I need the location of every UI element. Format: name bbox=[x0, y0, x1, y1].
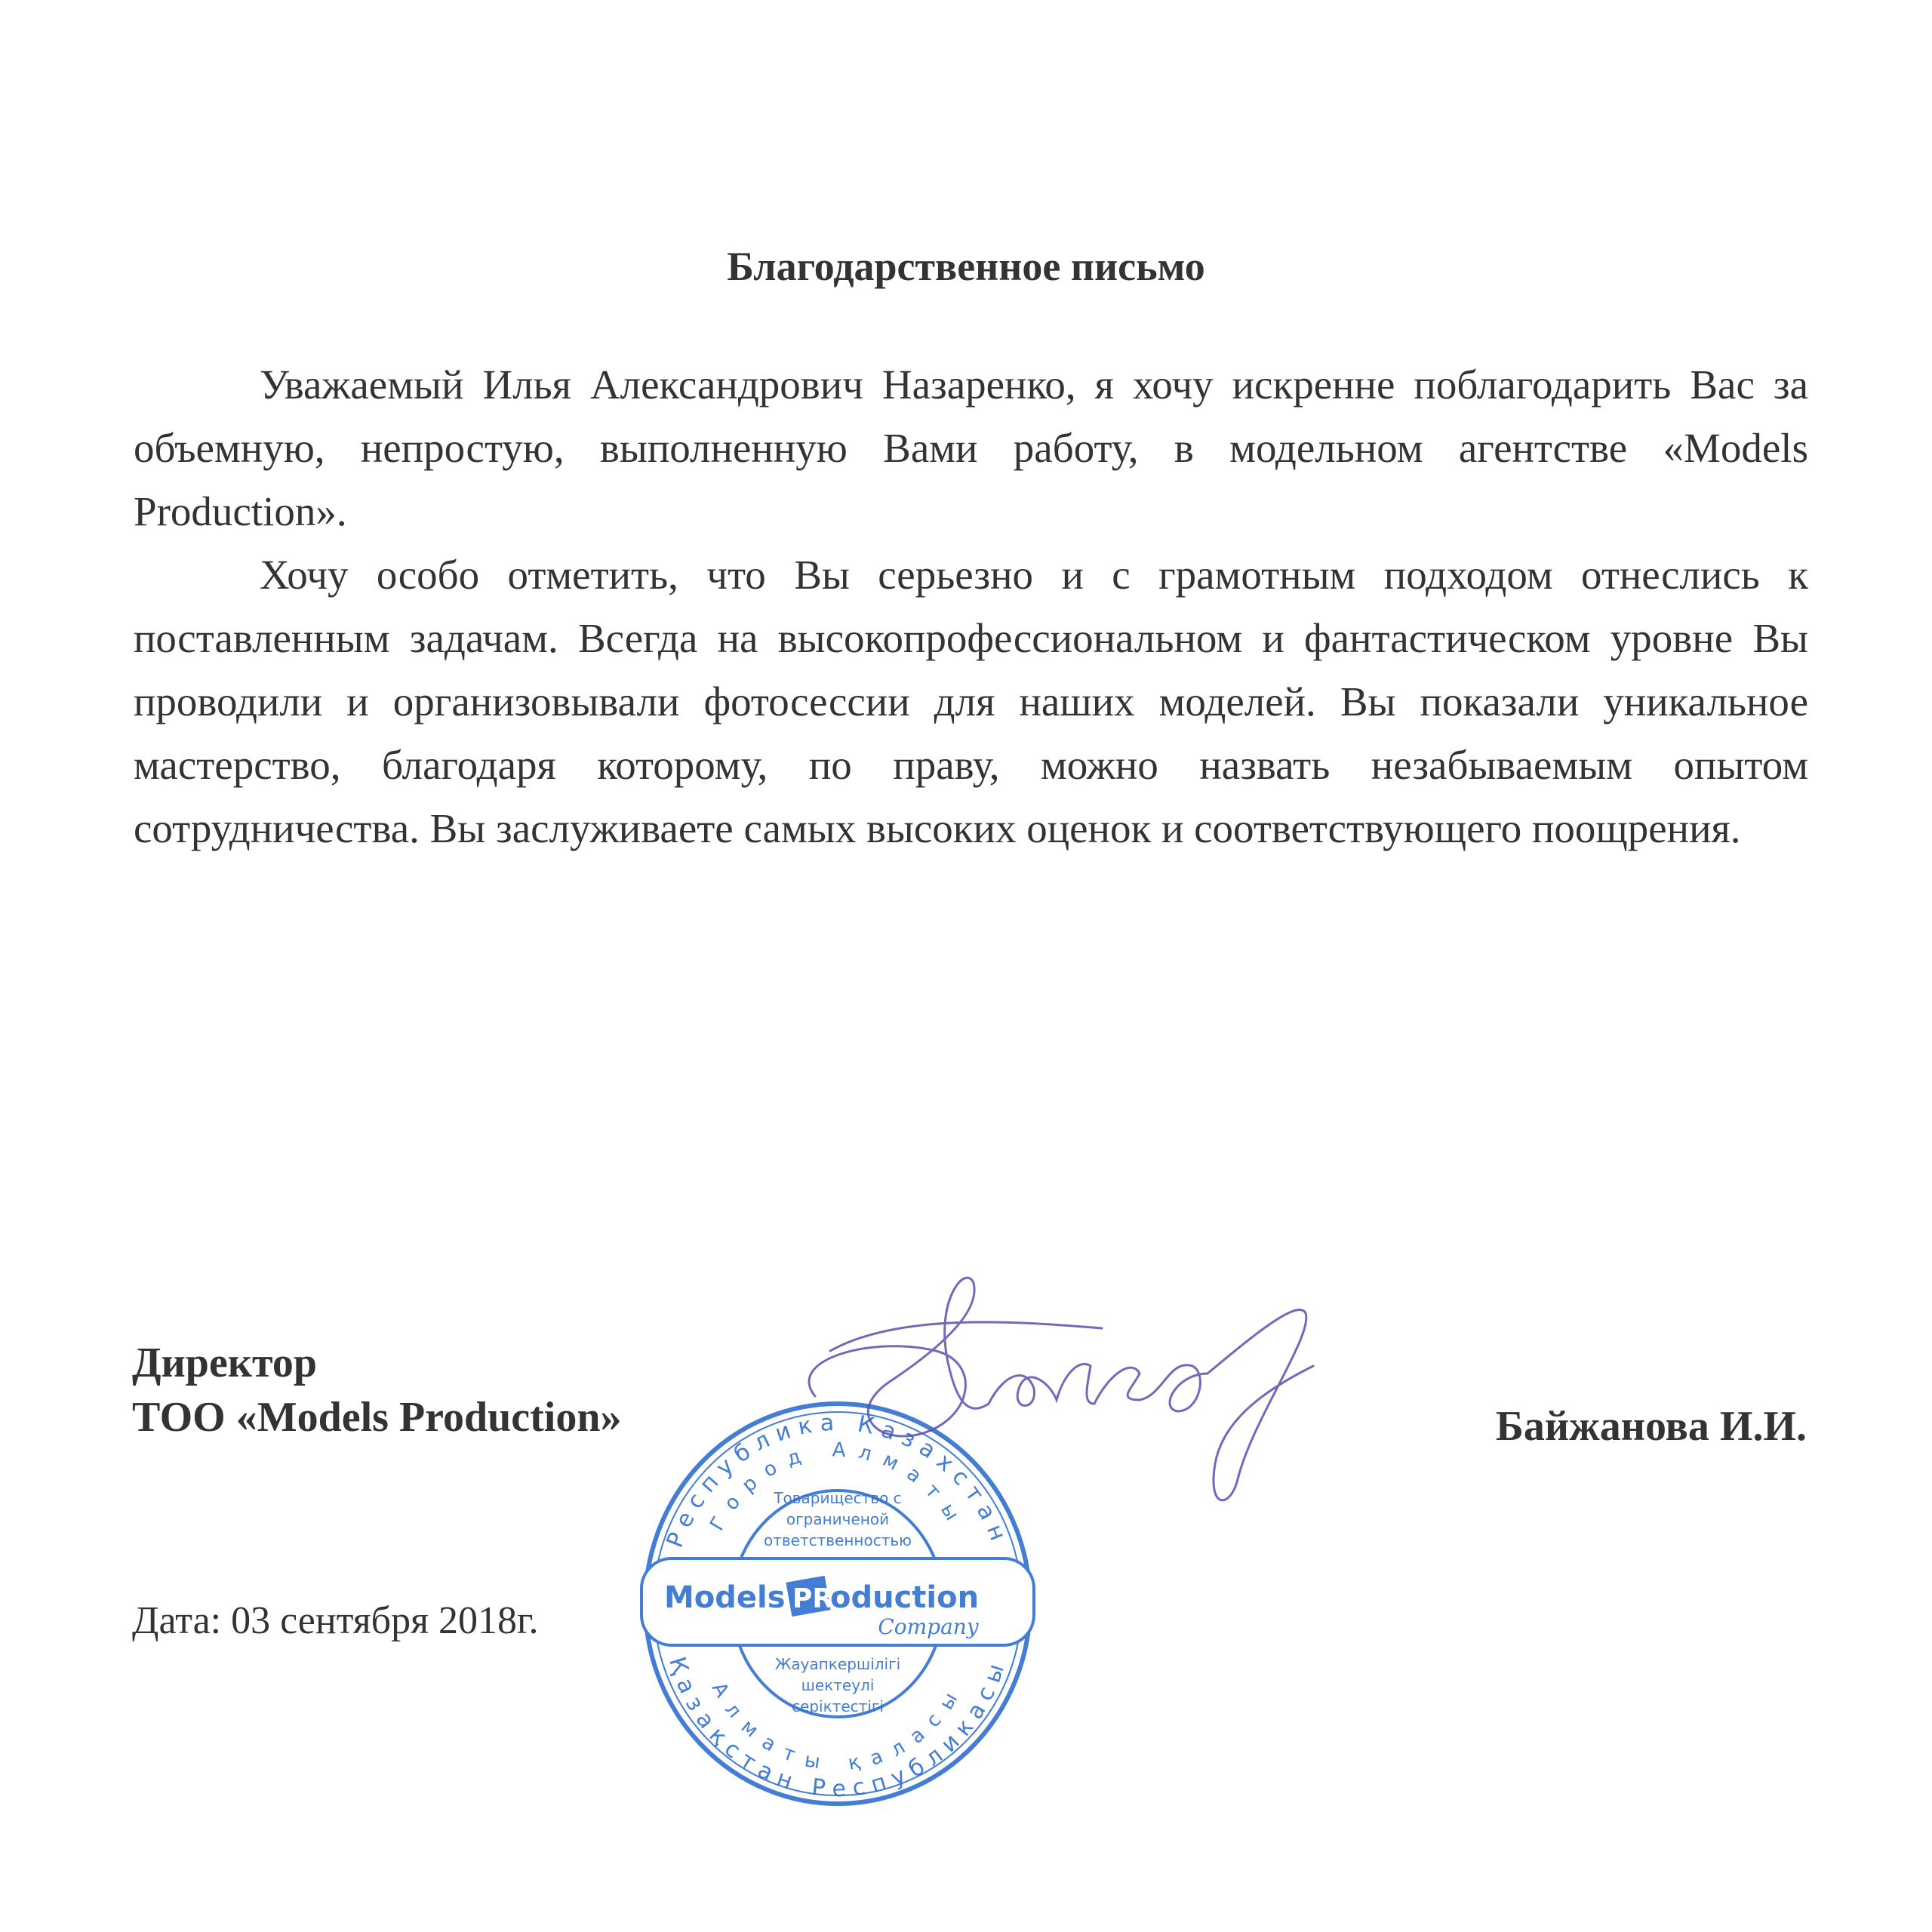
stamp-logo-left: Models bbox=[664, 1580, 786, 1615]
paragraph: Уважаемый Илья Александрович Назаренко, я хочу искренне поблагодарить Вас за объемную, непростую, выполненную Вами работу, в модельном агентстве «Models Production». bbox=[134, 361, 1808, 534]
stamp-center-line: ограниченой bbox=[786, 1510, 890, 1528]
signatory-company: ТОО «Models Production» bbox=[132, 1394, 622, 1441]
stamp-outer-bottom: Қазақстан Республикасы bbox=[663, 1654, 1013, 1803]
signatory-position: Директор bbox=[132, 1340, 317, 1386]
stamp-center-line: ответственностью bbox=[763, 1531, 912, 1549]
handwritten-signature bbox=[785, 1268, 1328, 1517]
stamp-center-line: Жауапкершілігі bbox=[774, 1655, 901, 1673]
stamp-center-line: Товарищество с bbox=[774, 1489, 902, 1507]
paragraph: Хочу особо отметить, что Вы серьезно и с грамотным подходом отнеслись к поставленным задачам. Всегда на высокопрофессиональном и фантастическом уровне Вы проводили и организовывали фотосессии для наших моделей. Вы показали уникальное мастерство, благодаря которому, по праву, можно назвать незабываемым опытом сотрудничества. Вы заслуживаете самых высоких оценок и соответствующего поощрения. bbox=[134, 552, 1808, 851]
letter-body bbox=[134, 353, 1808, 860]
stamp-logo-right: oduction bbox=[830, 1580, 980, 1615]
stamp-logo-pr: PR bbox=[792, 1583, 834, 1614]
letter-title: Благодарственное письмо bbox=[727, 244, 1205, 289]
stamp-inner-bottom: Алматы қаласы bbox=[706, 1678, 969, 1776]
stamp-inner-top: Город Алматы bbox=[706, 1438, 970, 1535]
stamp-logo-sub: Company bbox=[878, 1614, 979, 1639]
signatory-block bbox=[132, 1336, 621, 1444]
letter-date: Дата: 03 сентября 2018г. bbox=[132, 1599, 539, 1642]
stamp-center-line: серіктестігі bbox=[792, 1697, 884, 1715]
signatory-name: Байжанова И.И. bbox=[1495, 1403, 1807, 1450]
stamp-center-line: шектеулі bbox=[801, 1676, 875, 1694]
stamp-outer-top: Республика Казахстан bbox=[661, 1409, 1014, 1552]
